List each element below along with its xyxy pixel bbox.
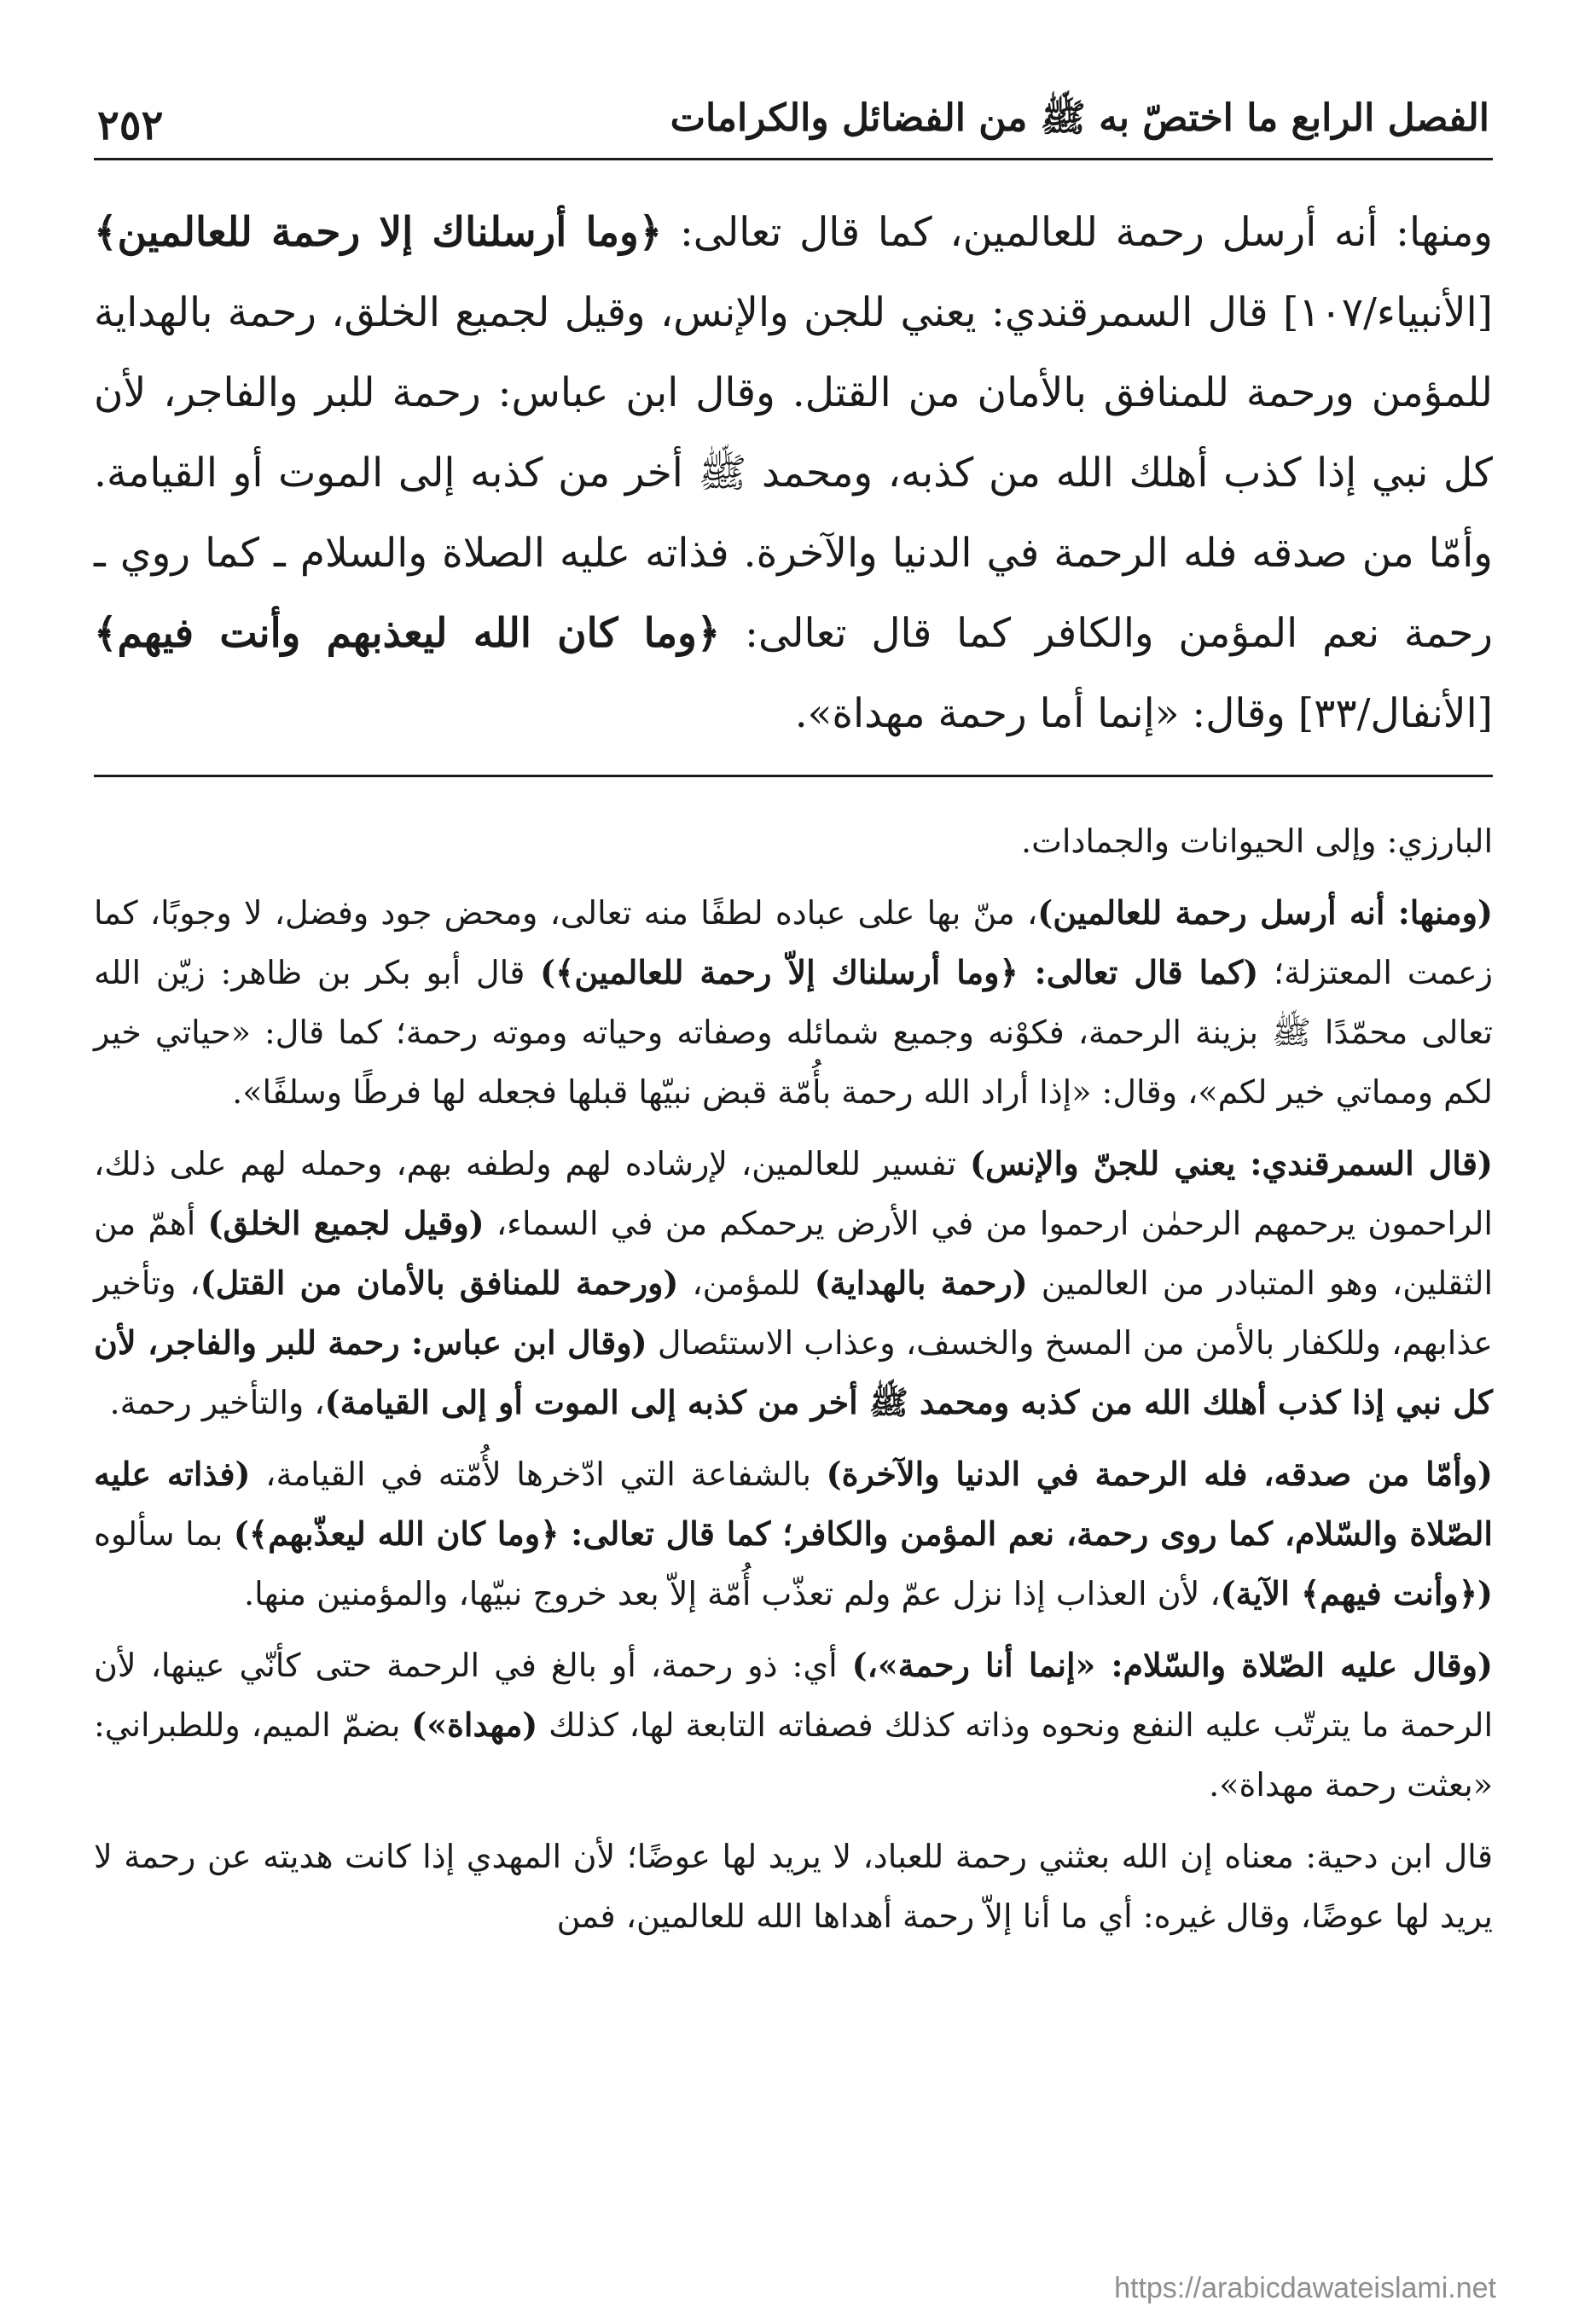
commentary-paragraph [94, 1134, 1493, 1432]
main-segment: [الأنفال/٣٣] وقال: «إنما أما رحمة مهداة». [794, 690, 1493, 737]
main-segment-quran: ﴿وما أرسلناك إلا رحمة للعالمين﴾ [94, 209, 663, 256]
main-segment: [الأنبياء/١٠٧] قال السمرقندي: يعني للجن والإنس، وقيل لجميع الخلق، رحمة بالهداية للمؤمن ورحمة للمنافق بالأمان من القتل. وقال ابن عباس: رحمة للبر والفاجر، لأن كل نبي إذا كذب أهلك الله من كذبه، ومحمد ﷺ أخر من كذبه إلى الموت أو القيامة. وأمّا من صدقه فله الرحمة في الدنيا والآخرة. فذاته عليه الصلاة والسلام ـ كما روي ـ رحمة نعم المؤمن والكافر كما قال تعالى: [94, 289, 1493, 657]
commentary-lemma: (وقيل لجميع الخلق) [207, 1204, 485, 1242]
page-header [94, 81, 1493, 160]
commentary-lemma: (وقال عليه الصّلاة والسّلام: «إنما أنا رحمة»،) [851, 1646, 1493, 1684]
commentary-lemma: (رحمة بالهداية) [814, 1264, 1028, 1302]
commentary-lemma: (فذاته عليه الصّلاة والسّلام، كما روى رحمة، نعم المؤمن والكافر؛ كما قال تعالى: ﴿وما كان الله ليعذّبهم﴾) [94, 1455, 1493, 1553]
commentary-lemma: (مهداة») [411, 1705, 538, 1744]
commentary [94, 811, 1493, 1946]
running-title: الفصل الرابع ما اختصّ به ﷺ من الفضائل والكرامات [670, 96, 1489, 140]
commentary-lemma: (ورحمة للمنافق بالأمان من القتل) [200, 1264, 679, 1302]
commentary-lemma: (وأمّا من صدقه، فله الرحمة في الدنيا والآخرة) [826, 1455, 1494, 1493]
commentary-lemma: (كما قال تعالى: ﴿وما أرسلناك إلاّ رحمة للعالمين﴾) [540, 953, 1259, 991]
commentary-paragraph [94, 883, 1493, 1122]
commentary-paragraph [94, 1636, 1493, 1815]
main-text [94, 193, 1493, 754]
watermark-url: https://arabicdawateislami.net [1114, 2272, 1496, 2304]
commentary-segment: قال ابن دحية: معناه إن الله بعثني رحمة للعباد، لا يريد لها عوضًا؛ لأن المهدي إذا كانت هديته عن رحمة لا يريد لها عوضًا، وقال غيره: أي ما أنا إلاّ رحمة أهداها الله للعالمين، فمن [94, 1838, 1493, 1935]
commentary-segment: قال أبو بكر بن ظاهر: زيّن الله تعالى محمّدًا ﷺ بزينة الرحمة، فكوْنه وجميع شمائله وصفاته وحياته وموته رحمة؛ كما قال: «حياتي خير لكم ومماتي خير لكم»، وقال: «إذا أراد الله رحمة بأُمّة قبض نبيّها قبلها فجعله لها فرطًا وسلفًا». [94, 954, 1493, 1111]
separator-rule [94, 775, 1493, 777]
commentary-segment: بالشفاعة التي ادّخرها لأُمّته في القيامة، [250, 1455, 827, 1493]
commentary-lemma: (﴿وأنت فيهم﴾ الآية) [1220, 1574, 1493, 1612]
commentary-paragraph [94, 1444, 1493, 1624]
commentary-segment: بضمّ الميم، وللطبراني: «بعثت رحمة مهداة». [94, 1706, 1493, 1804]
commentary-segment: أي: ذو رحمة، أو بالغ في الرحمة حتى كأنّي عينها، لأن الرحمة ما يترتّب عليه النفع ونحوه وذاته كذلك فصفاته التابعة لها، كذلك [94, 1647, 1494, 1744]
commentary-segment: للمؤمن، [678, 1264, 815, 1302]
commentary-segment: ، لأن العذاب إذا نزل عمّ ولم تعذّب أُمّة إلاّ بعد خروج نبيّها، والمؤمنين منها. [244, 1575, 1221, 1612]
main-segment: ومنها: أنه أرسل رحمة للعالمين، كما قال تعالى: [662, 209, 1493, 256]
commentary-lemma: (قال السمرقندي: يعني للجنّ والإنس) [970, 1144, 1493, 1182]
commentary-segment: أهمّ من الثقلين، وهو المتبادر من العالمين [94, 1205, 1493, 1302]
commentary-segment: البارزي: وإلى الحيوانات والجمادات. [1021, 822, 1493, 860]
book-page [94, 81, 1493, 1958]
commentary-paragraph [94, 811, 1493, 871]
main-segment-quran: ﴿وما كان الله ليعذبهم وأنت فيهم﴾ [94, 610, 721, 657]
commentary-segment: تفسير للعالمين، لإرشاده لهم ولطفه بهم، وحمله لهم على ذلك، الراحمون يرحمهم الرحمٰن ارحموا من في الأرض يرحمكم من في السماء، [94, 1145, 1493, 1242]
commentary-lemma: (ومنها: أنه أرسل رحمة للعالمين) [1037, 893, 1493, 932]
commentary-segment: ، والتأخير رحمة. [109, 1384, 325, 1421]
commentary-segment: بما سألوه [94, 1515, 234, 1553]
commentary-paragraph [94, 1827, 1493, 1946]
commentary-segment: ، وتأخير عذابهم، وللكفار بالأمن من المسخ والخسف، وعذاب الاستئصال [94, 1264, 1493, 1362]
page-number: ٢٥٢ [97, 102, 164, 149]
commentary-segment: ، منّ بها على عباده لطفًا منه تعالى، ومحض جود وفضل، لا وجوبًا، كما زعمت المعتزلة؛ [94, 894, 1494, 991]
commentary-lemma: (وقال ابن عباس: رحمة للبر والفاجر، لأن كل نبي إذا كذب أهلك الله من كذبه ومحمد ﷺ أخر من كذبه إلى الموت أو إلى القيامة) [94, 1323, 1493, 1421]
main-paragraph [94, 193, 1493, 754]
